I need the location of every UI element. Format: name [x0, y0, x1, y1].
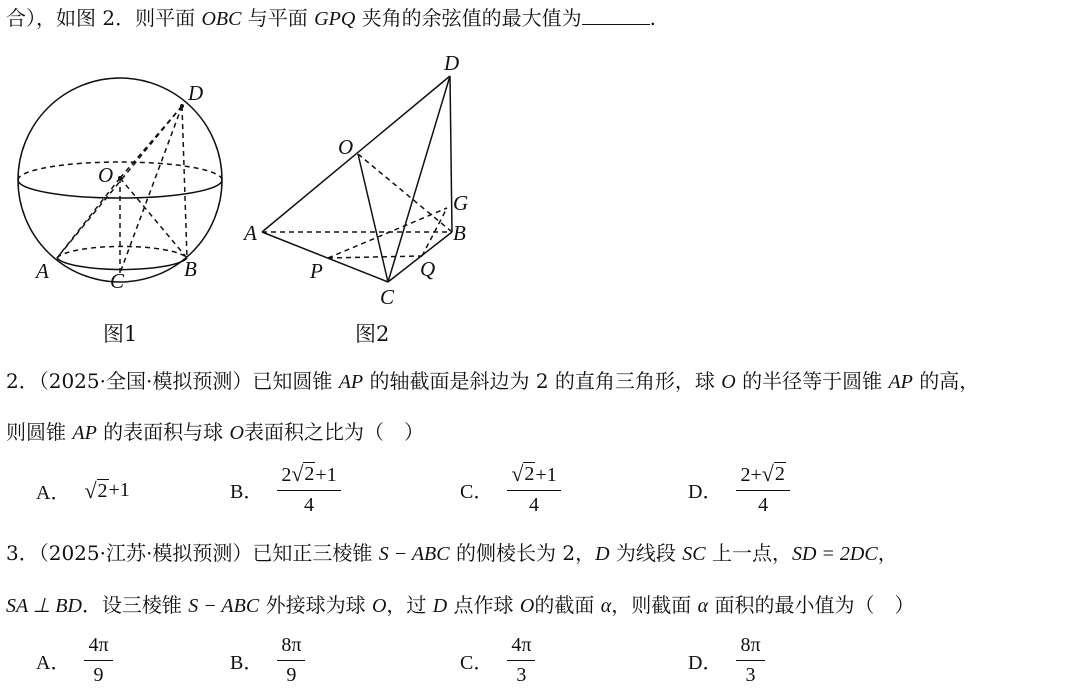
fig2-label-G: G: [453, 191, 469, 215]
base-circle-back: [57, 246, 187, 258]
fig2-label-C: C: [380, 285, 395, 309]
q2-option-b[interactable]: B． 2 √ 2 +1 4: [230, 462, 341, 517]
fig1-label-A: A: [36, 259, 49, 283]
fig2-label-O: O: [338, 135, 354, 159]
q2-option-c[interactable]: C． √ 2 +1 4: [460, 462, 561, 517]
q3-line1: 3．（2025·江苏·模拟预测）已知正三棱锥 S − ABC 的侧棱长为 2，D 为线段 SC 上一点，SD = 2DC，: [6, 541, 898, 565]
edge-DC: [388, 76, 450, 282]
answer-blank[interactable]: [582, 6, 650, 25]
q2-option-a[interactable]: A． √ 2 +1: [36, 478, 130, 504]
fig2-label-A: A: [244, 221, 257, 245]
figure2-caption: 图2: [355, 322, 390, 346]
edge-OB: [358, 154, 452, 232]
fig2-label-B: B: [453, 221, 466, 245]
edge-OD: [120, 106, 182, 178]
edge-DB: [450, 76, 452, 232]
figure2-tetrahedron: [240, 50, 490, 310]
q3-option-c[interactable]: C． $\frac{4\pi}{3}$: [460, 634, 535, 687]
q2-line1: 2．（2025·全国·模拟预测）已知圆锥 AP 的轴截面是斜边为 2 的直角三角形，球 O 的半径等于圆锥 AP 的高，: [6, 369, 980, 393]
edge-AC: [262, 232, 388, 282]
fig2-label-D: D: [444, 51, 460, 75]
q2-line2: 则圆锥 AP 的表面积与球 O表面积之比为（ ）: [6, 420, 424, 444]
q3-option-a[interactable]: A． $\frac{4\pi}{9}$: [36, 634, 113, 687]
fig2-label-P: P: [310, 259, 323, 283]
fig1-label-C: C: [110, 269, 125, 293]
q3-option-b[interactable]: B． $\frac{8\pi}{9}$: [230, 634, 305, 687]
edge-DA: [262, 76, 450, 232]
fig1-label-B: B: [184, 257, 197, 281]
figure1-sphere: [0, 60, 240, 300]
fig1-label-D: D: [188, 81, 204, 105]
edge-DB: [182, 106, 187, 258]
fig1-label-O: O: [98, 163, 114, 187]
edge-PQ: [328, 256, 422, 258]
q3-option-d[interactable]: D． $\frac{8\pi}{3}$: [688, 634, 765, 687]
top-question-line: 合），如图 2．则平面 OBC 与平面 GPQ 夹角的余弦值的最大值为 .: [6, 6, 656, 30]
q3-line2: SA ⊥ BD．设三棱锥 S − ABC 外接球为球 O，过 D 点作球 O的截面 α，则截面 α 面积的最小值为（ ）: [6, 593, 915, 617]
q2-option-d[interactable]: D． 2+ √ 2 4: [688, 462, 790, 517]
edge-DC: [120, 106, 182, 273]
figure1-caption: 图1: [103, 322, 138, 346]
fig2-label-Q: Q: [420, 257, 436, 281]
edge-OC: [358, 154, 388, 282]
